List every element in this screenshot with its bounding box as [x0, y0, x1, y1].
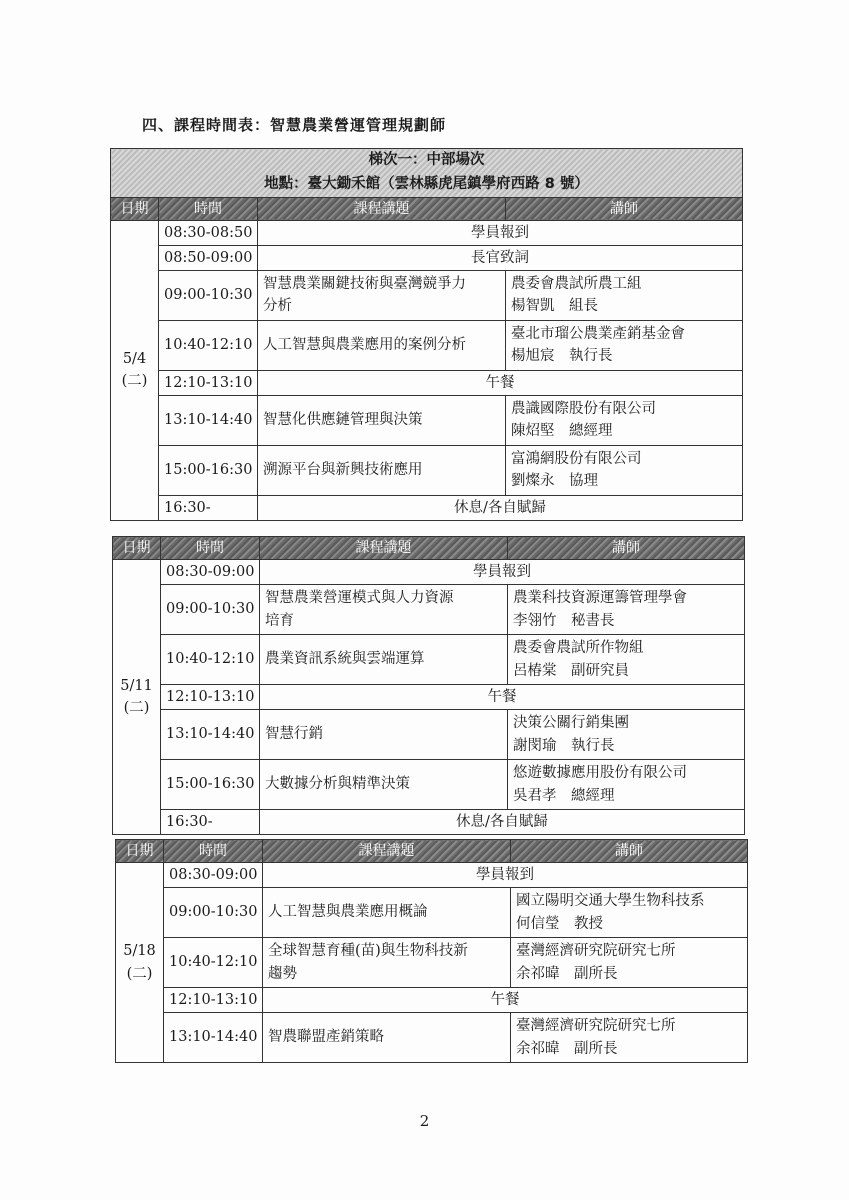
table-row — [113, 585, 745, 635]
date-label: 5/11 — [120, 677, 153, 694]
speaker-cell: 國立陽明交通大學生物科技系 何信瑩 教授 — [511, 888, 748, 938]
topic-cell: 智慧化供應鏈管理與決策 — [258, 395, 506, 445]
speaker-cell: 臺北市瑠公農業產銷基金會 楊旭宸 執行長 — [506, 320, 743, 370]
topic-cell: 人工智慧與農業應用概論 — [263, 888, 511, 938]
time-cell: 10:40-12:10 — [164, 938, 263, 988]
time-cell: 08:30-08:50 — [159, 220, 258, 245]
time-cell: 13:10-14:40 — [159, 395, 258, 445]
table-row — [111, 495, 743, 520]
weekday-label: (二) — [121, 373, 148, 390]
topic-cell: 智慧行銷 — [260, 710, 508, 760]
col-topic: 課程講題 — [258, 197, 506, 220]
col-time: 時間 — [159, 197, 258, 220]
schedule-table-3 — [115, 839, 748, 1063]
col-speaker: 講師 — [506, 197, 743, 220]
topic-cell: 智農聯盟產銷策略 — [263, 1013, 511, 1063]
time-cell: 08:30-09:00 — [161, 560, 260, 585]
topic-cell: 全球智慧育種(苗)與生物科技新 趨勢 — [263, 938, 511, 988]
table-row — [116, 888, 748, 938]
table-row — [116, 1013, 748, 1063]
schedule-table-1 — [110, 148, 743, 521]
table-row — [113, 760, 745, 810]
span-cell: 休息/各自賦歸 — [258, 495, 743, 520]
span-cell: 學員報到 — [263, 863, 748, 888]
col-time: 時間 — [161, 537, 260, 560]
speaker-cell: 農識國際股份有限公司 陳炤堅 總經理 — [506, 395, 743, 445]
speaker-cell: 臺灣經濟研究院研究七所 余祁暐 副所長 — [511, 938, 748, 988]
col-date: 日期 — [113, 537, 161, 560]
col-topic: 課程講題 — [263, 840, 511, 863]
time-cell: 08:50-09:00 — [159, 245, 258, 270]
topic-cell: 大數據分析與精準決策 — [260, 760, 508, 810]
time-cell: 08:30-09:00 — [164, 863, 263, 888]
span-cell: 休息/各自賦歸 — [260, 810, 745, 835]
time-cell: 09:00-10:30 — [164, 888, 263, 938]
time-cell: 09:00-10:30 — [159, 270, 258, 320]
topic-cell: 溯源平台與新興技術應用 — [258, 445, 506, 495]
speaker-cell: 富鴻網股份有限公司 劉燦永 協理 — [506, 445, 743, 495]
date-label: 5/4 — [122, 350, 147, 367]
span-cell: 長官致詞 — [258, 245, 743, 270]
table-row — [113, 560, 745, 585]
time-cell: 13:10-14:40 — [161, 710, 260, 760]
span-cell: 學員報到 — [260, 560, 745, 585]
col-topic: 課程講題 — [260, 537, 508, 560]
table-header — [116, 840, 748, 863]
time-cell: 12:10-13:10 — [161, 685, 260, 710]
schedule-table-2 — [112, 536, 745, 835]
col-speaker: 講師 — [508, 537, 745, 560]
speaker-cell: 悠遊數據應用股份有限公司 吳君孝 總經理 — [508, 760, 745, 810]
span-cell: 學員報到 — [258, 220, 743, 245]
col-speaker: 講師 — [511, 840, 748, 863]
table-row — [116, 863, 748, 888]
table-row — [111, 445, 743, 495]
page-number: 2 — [419, 1112, 430, 1130]
time-cell: 13:10-14:40 — [164, 1013, 263, 1063]
table-header — [111, 197, 743, 220]
table-row — [113, 685, 745, 710]
time-cell: 15:00-16:30 — [159, 445, 258, 495]
session-date — [111, 220, 159, 520]
speaker-cell: 決策公關行銷集團 謝閔瑜 執行長 — [508, 710, 745, 760]
span-cell: 午餐 — [263, 988, 748, 1013]
session-date — [113, 560, 161, 835]
venue-banner — [111, 149, 743, 198]
time-cell: 16:30- — [159, 495, 258, 520]
time-cell: 09:00-10:30 — [161, 585, 260, 635]
time-cell: 12:10-13:10 — [159, 370, 258, 395]
date-label: 5/18 — [123, 943, 156, 960]
topic-cell: 智慧農業關鍵技術與臺灣競爭力 分析 — [258, 270, 506, 320]
venue-address: 地點：臺大鋤禾館（雲林縣虎尾鎮學府西路 8 號） — [264, 175, 589, 192]
table-row — [113, 810, 745, 835]
table-row — [111, 245, 743, 270]
table-row — [111, 320, 743, 370]
table-row — [116, 988, 748, 1013]
table-row — [111, 220, 743, 245]
col-time: 時間 — [164, 840, 263, 863]
table-row — [116, 938, 748, 988]
speaker-cell: 農業科技資源運籌管理學會 李翎竹 秘書長 — [508, 585, 745, 635]
topic-cell: 智慧農業營運模式與人力資源 培育 — [260, 585, 508, 635]
col-date: 日期 — [111, 197, 159, 220]
weekday-label: (二) — [123, 700, 150, 716]
table-row — [111, 395, 743, 445]
table-row — [111, 370, 743, 395]
table-row — [113, 710, 745, 760]
topic-cell: 人工智慧與農業應用的案例分析 — [258, 320, 506, 370]
weekday-label: (二) — [126, 965, 153, 982]
col-date: 日期 — [116, 840, 164, 863]
table-row — [111, 270, 743, 320]
session-date — [116, 863, 164, 1063]
batch-title: 梯次一：中部場次 — [368, 152, 485, 168]
time-cell: 10:40-12:10 — [159, 320, 258, 370]
speaker-cell: 臺灣經濟研究院研究七所 余祁暐 副所長 — [511, 1013, 748, 1063]
speaker-cell: 農委會農試所作物組 呂椿棠 副研究員 — [508, 635, 745, 685]
topic-cell: 農業資訊系統與雲端運算 — [260, 635, 508, 685]
span-cell: 午餐 — [258, 370, 743, 395]
time-cell: 12:10-13:10 — [164, 988, 263, 1013]
time-cell: 10:40-12:10 — [161, 635, 260, 685]
span-cell: 午餐 — [260, 685, 745, 710]
table-header — [113, 537, 745, 560]
time-cell: 16:30- — [161, 810, 260, 835]
time-cell: 15:00-16:30 — [161, 760, 260, 810]
speaker-cell: 農委會農試所農工組 楊智凱 組長 — [506, 270, 743, 320]
section-heading: 四、課程時間表：智慧農業營運管理規劃師 — [142, 116, 447, 134]
table-row — [113, 635, 745, 685]
